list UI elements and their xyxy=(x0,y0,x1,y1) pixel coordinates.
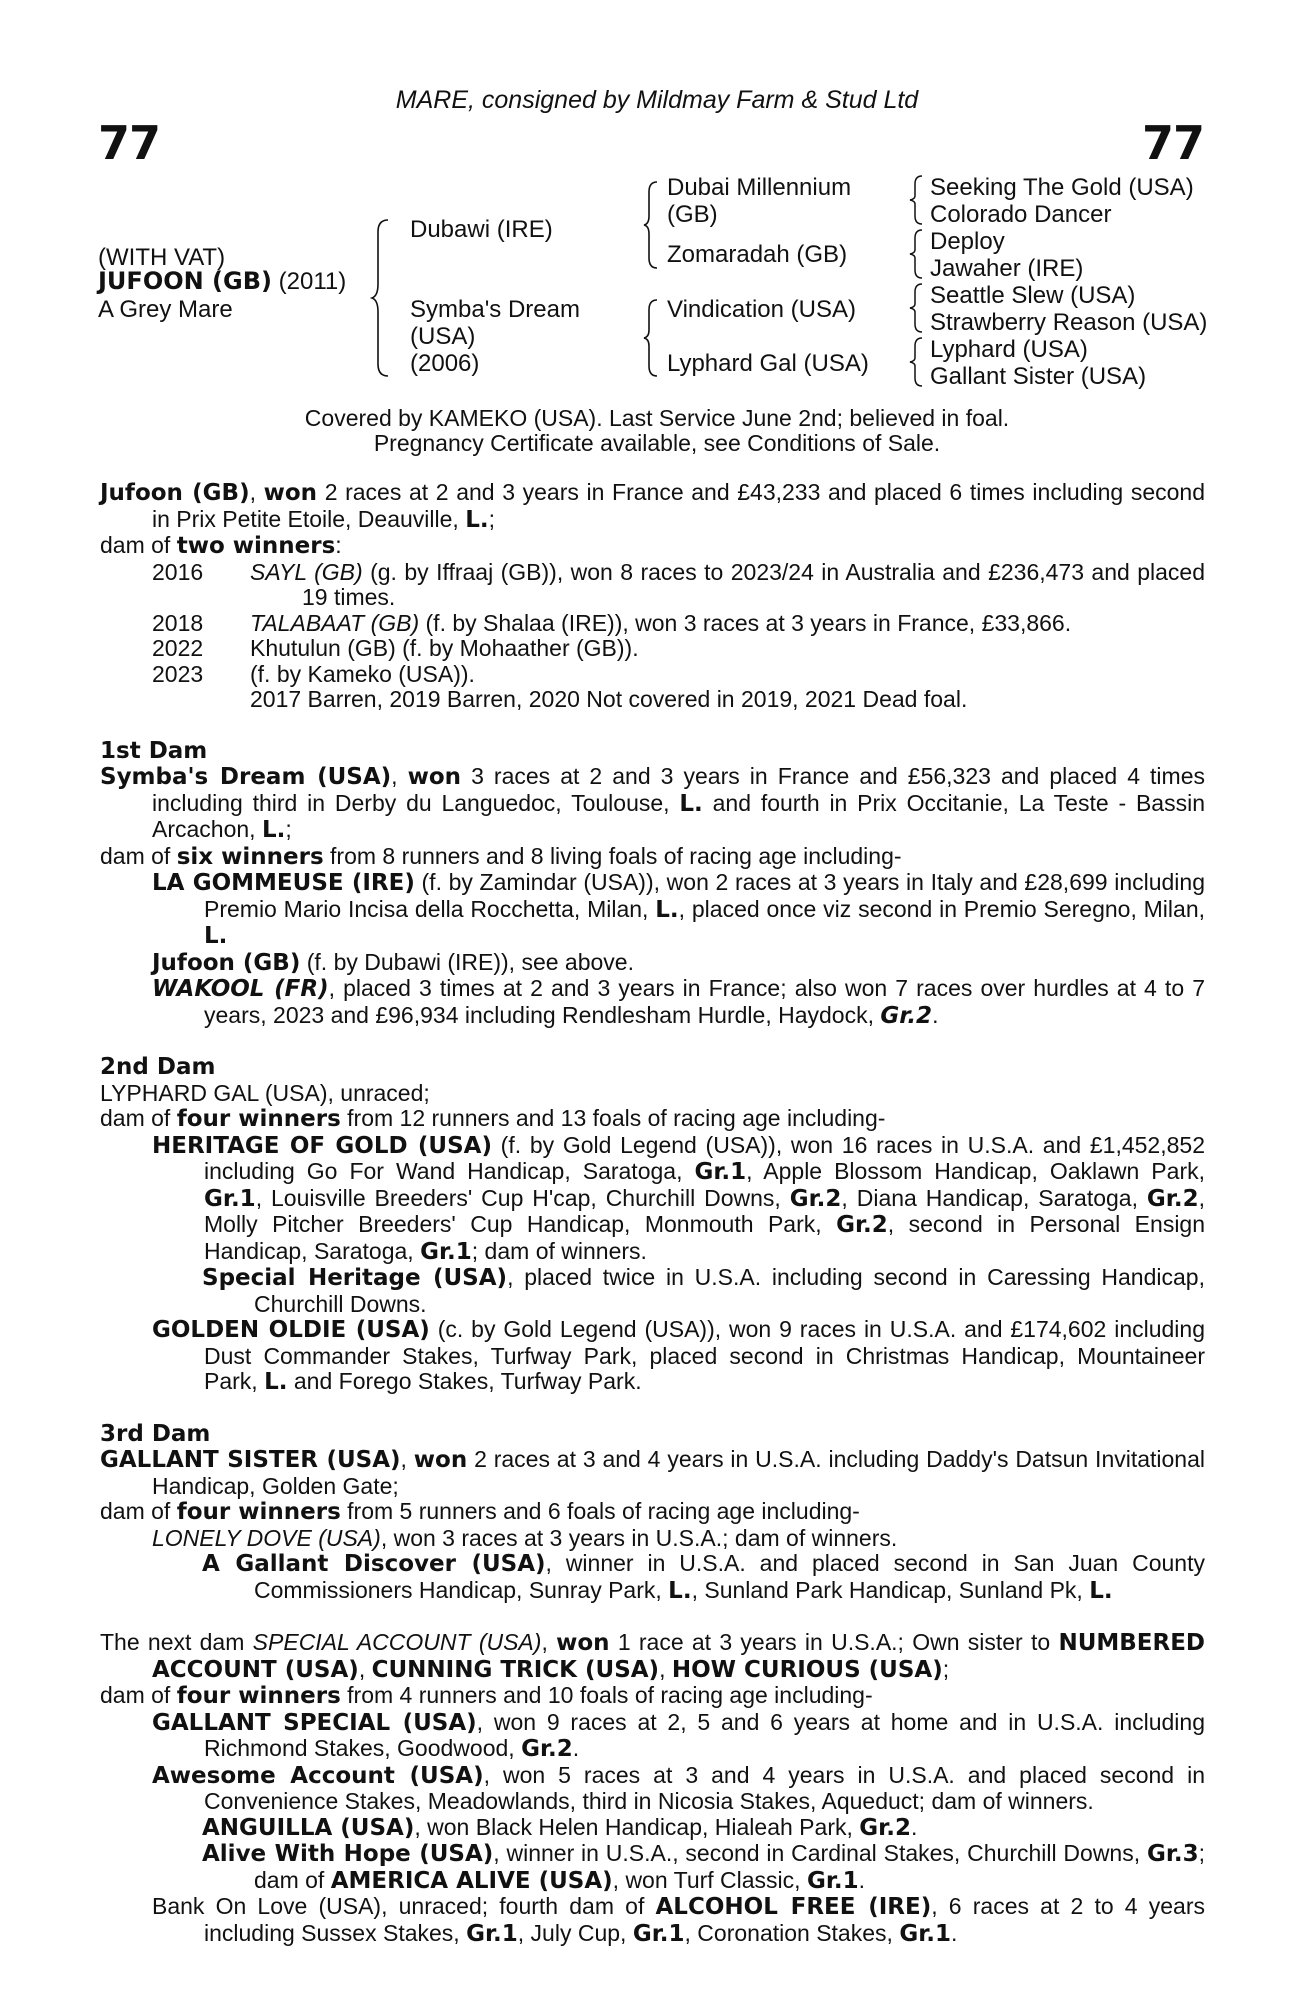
produce-text: , won 9 races at 2, 5 and 6 years at home and in U.S.A. including Richmond Stakes, Goodwood, xyxy=(204,1708,1205,1761)
produce-text: , Louisville Breeders' Cup H'cap, Churchill Downs, xyxy=(255,1184,790,1211)
first-dam-produce-2 xyxy=(100,950,1205,977)
produce-text: Bank On Love (USA), unraced; fourth dam of xyxy=(152,1893,656,1919)
dam-name-line2: (USA) xyxy=(410,323,476,350)
third-dam-grandproduce xyxy=(100,1551,1205,1604)
third-dam-name: GALLANT SISTER (USA) xyxy=(100,1447,401,1473)
produce-end: . xyxy=(910,1813,918,1840)
third-dam-produce-1 xyxy=(100,1526,1205,1552)
produce-text: (f. by Gold Legend (USA)), won 16 races in U.S.A. and £1,452,852 including Go For Wand Handicap, Saratoga, xyxy=(204,1131,1205,1184)
produce-text: , 6 races at 2 to 4 years including Sussex Stakes, xyxy=(204,1893,1205,1946)
third-dam-won: won xyxy=(413,1447,468,1473)
sire-dam: Zomaradah (GB) xyxy=(667,241,848,268)
progeny-row xyxy=(100,611,1205,637)
produce-end: . xyxy=(932,1001,939,1028)
dam-of-pre: dam of xyxy=(100,842,177,869)
produce-text: , Diana Handicap, Saratoga, xyxy=(841,1184,1147,1211)
horse-year: (2011) xyxy=(272,268,347,295)
produce-text: , won Black Helen Handicap, Hialeah Park, xyxy=(414,1813,860,1840)
produce-name: LONELY DOVE (USA) xyxy=(152,1524,381,1551)
dam-of-post: from 5 runners and 6 foals of racing age including- xyxy=(340,1498,860,1524)
progeny-details: (f. by Kameko (USA)). xyxy=(250,660,475,687)
produce-text: , second in Personal Ensign Handicap, Saratoga, xyxy=(204,1211,1206,1264)
group-mark: Gr.2 xyxy=(1146,1185,1199,1212)
produce-end: . xyxy=(951,1919,958,1946)
first-dam-text2: and fourth in Prix Occitanie, La Teste - Bassin Arcachon, xyxy=(152,789,1205,842)
progeny-name: SAYL (GB) xyxy=(250,558,363,585)
next-dam-produce-1 xyxy=(100,1710,1205,1763)
produce-name: GALLANT SPECIAL (USA) xyxy=(152,1709,477,1736)
progeny-row xyxy=(100,560,1205,611)
second-dam-name: LYPHARD GAL (USA), unraced; xyxy=(100,1079,430,1106)
listed-mark: L. xyxy=(261,817,286,843)
jufoon-record: Jufoon (GB), won 2 races at 2 and 3 years in France and £43,233 and placed 6 times including second in Prix Petite Etoile, Deauville, L.; xyxy=(100,479,1205,533)
third-dam-record: GALLANT SISTER (USA), won 2 races at 3 and 4 years in U.S.A. including Daddy's Datsun Invitational Handicap, Golden Gate; xyxy=(100,1446,1206,1499)
ggp-3: Deploy xyxy=(930,228,1005,255)
vat-label: (WITH VAT) xyxy=(98,244,226,271)
progeny-text xyxy=(250,560,1205,611)
produce-name: A Gallant Discover (USA) xyxy=(202,1551,546,1577)
first-dam-produce-1 xyxy=(100,870,1205,950)
next-dam-name: SPECIAL ACCOUNT (USA) xyxy=(252,1629,542,1655)
group-mark: Gr.3 xyxy=(1146,1841,1199,1867)
ggp-8: Gallant Sister (USA) xyxy=(930,363,1147,390)
sep: , xyxy=(358,1655,372,1682)
dam-name-line3: (2006) xyxy=(410,350,480,377)
produce-text: (f. by Zamindar (USA)), won 2 races at 3 years in Italy and £28,699 including Premio Mario Incisa della Rocchetta, Milan, xyxy=(204,869,1206,922)
second-dam-produce-1 xyxy=(100,1133,1205,1266)
dam-of-winners: four winners xyxy=(176,1499,341,1525)
brace-g4 xyxy=(908,336,924,388)
dam-of-winners: two winners xyxy=(176,533,336,559)
produce-text: , Sunland Park Handicap, Sunland Pk, xyxy=(691,1576,1090,1603)
listed-mark: L. xyxy=(679,790,703,817)
first-dam-text1: 3 races at 2 and 3 years in France and £56,323 and placed 4 times including third in Derby du Languedoc, Toulouse, xyxy=(152,763,1205,816)
sep: , xyxy=(659,1655,672,1682)
dam-dam: Lyphard Gal (USA) xyxy=(667,350,869,377)
progeny-details: (g. by Iffraaj (GB)), won 8 races to 2023/24 in Australia and £236,473 and placed 19 times. xyxy=(302,558,1205,610)
group-mark: Gr.1 xyxy=(420,1238,472,1265)
consignor-header: MARE, consigned by Mildmay Farm & Stud Ltd xyxy=(395,86,919,114)
produce-name: GOLDEN OLDIE (USA) xyxy=(152,1317,430,1343)
ggp-6: Strawberry Reason (USA) xyxy=(930,309,1208,336)
ggp-5: Seattle Slew (USA) xyxy=(930,282,1136,309)
produce-name: Jufoon (GB) xyxy=(152,949,301,976)
produce-end: . xyxy=(858,1866,866,1893)
produce-name: Awesome Account (USA) xyxy=(152,1762,484,1789)
next-dam-end: ; xyxy=(942,1655,950,1682)
covered-line2: Pregnancy Certificate available, see Conditions of Sale. xyxy=(373,430,941,456)
progeny-year: 2018 xyxy=(152,609,204,636)
progeny-row xyxy=(100,687,1205,713)
progeny-text xyxy=(250,611,1205,637)
dam-sire: Vindication (USA) xyxy=(667,296,856,323)
next-dam-pre: The next dam xyxy=(100,1629,253,1655)
ggp-2: Colorado Dancer xyxy=(930,201,1112,228)
group-mark: Gr.1 xyxy=(632,1920,685,1947)
group-mark: Gr.1 xyxy=(204,1185,256,1212)
horse-description: A Grey Mare xyxy=(98,296,233,323)
dam-of-winners: four winners xyxy=(176,1683,341,1709)
first-dam-won: won xyxy=(407,764,462,790)
first-dam-dam-of xyxy=(100,844,1205,871)
produce-name: AMERICA ALIVE (USA) xyxy=(330,1867,613,1894)
jufoon-listed: L. xyxy=(465,506,489,533)
progeny-name: TALABAAT (GB) xyxy=(250,609,420,636)
next-dam-produce-3 xyxy=(100,1894,1205,1947)
first-dam-produce-3 xyxy=(100,976,1205,1029)
sibling-name: HOW CURIOUS (USA) xyxy=(671,1656,943,1683)
next-dam-record xyxy=(100,1630,1205,1683)
brace-g3 xyxy=(908,282,924,334)
ggp-1: Seeking The Gold (USA) xyxy=(930,174,1194,201)
next-dam-produce-2 xyxy=(100,1763,1205,1815)
next-dam-won: won xyxy=(556,1630,610,1656)
listed-mark: L. xyxy=(1089,1577,1113,1604)
produce-name: Alive With Hope (USA) xyxy=(202,1841,494,1867)
progeny-year: 2016 xyxy=(152,558,204,585)
group-mark: Gr.1 xyxy=(806,1867,859,1894)
dam-of-post: : xyxy=(335,532,342,558)
second-dam-grandproduce xyxy=(100,1265,1205,1317)
produce-text: (c. by Gold Legend (USA)), won 9 races in U.S.A. and £174,602 including Dust Commander Stakes, Turfway Park, placed second in Christmas Handicap, Mountaineer Park, xyxy=(204,1316,1205,1394)
progeny-row xyxy=(100,662,1205,688)
next-dam-grandproduce-2 xyxy=(100,1841,1205,1894)
dam-of-winners: four winners xyxy=(176,1106,341,1132)
progeny-details: Khutulun (GB) (f. by Mohaather (GB)). xyxy=(250,635,639,661)
second-dam-dam-of xyxy=(100,1106,1205,1133)
dam-of-pre: dam of xyxy=(100,532,177,558)
covered-line1: Covered by KAMEKO (USA). Last Service June 2nd; believed in foal. xyxy=(304,405,1010,431)
group-mark: Gr.2 xyxy=(880,1002,933,1029)
group-mark: Gr.1 xyxy=(466,1920,518,1947)
sire-sire-line1: Dubai Millennium xyxy=(667,174,852,201)
produce-text: , won 5 races at 3 and 4 years in U.S.A. and placed second in Convenience Stakes, Meadowlands, third in Nicosia Stakes, Aqueduct; dam of winners. xyxy=(204,1761,1205,1814)
second-dam-heading: 2nd Dam xyxy=(100,1054,216,1080)
dam-of-post: from 12 runners and 13 foals of racing age including- xyxy=(340,1105,886,1131)
jufoon-text: 2 races at 2 and 3 years in France and £43,233 and placed 6 times including second in Prix Petite Etoile, Deauville, xyxy=(152,479,1205,532)
group-mark: Gr.2 xyxy=(859,1814,911,1841)
third-dam-dam-of xyxy=(100,1499,1205,1526)
produce-text: ; dam of winners. xyxy=(471,1237,647,1264)
first-dam-heading: 1st Dam xyxy=(100,737,208,764)
barren-note: 2017 Barren, 2019 Barren, 2020 Not covered in 2019, 2021 Dead foal. xyxy=(250,686,968,712)
brace-parents xyxy=(370,218,392,378)
group-mark: Gr.1 xyxy=(899,1920,951,1947)
third-dam-heading: 3rd Dam xyxy=(100,1420,211,1447)
produce-name: Special Heritage (USA) xyxy=(202,1265,508,1291)
catalogue-body xyxy=(100,480,1205,1947)
produce-name: ALCOHOL FREE (IRE) xyxy=(655,1894,932,1920)
jufoon-name: Jufoon (GB) xyxy=(100,480,250,506)
sibling-name: NUMBERED ACCOUNT (USA) xyxy=(152,1630,1206,1683)
dam-of-pre: dam of xyxy=(100,1105,177,1131)
sibling-name: CUNNING TRICK (USA) xyxy=(371,1656,660,1683)
produce-text: , placed twice in U.S.A. including second in Caressing Handicap, Churchill Downs. xyxy=(254,1264,1205,1317)
next-dam-dam-of xyxy=(100,1683,1205,1710)
second-dam-produce-2 xyxy=(100,1317,1205,1396)
progeny-year: 2023 xyxy=(152,660,204,687)
ggp-7: Lyphard (USA) xyxy=(930,336,1088,363)
listed-mark: L. xyxy=(204,923,228,949)
lot-number-left: 77 xyxy=(98,116,161,170)
listed-mark: L. xyxy=(655,896,679,923)
group-mark: Gr.1 xyxy=(694,1159,747,1185)
sire-sire-line2: (GB) xyxy=(667,201,718,228)
produce-text: , Molly Pitcher Breeders' Cup Handicap, Monmouth Park, xyxy=(204,1184,1205,1237)
brace-sire xyxy=(642,180,660,270)
lot-number-right: 77 xyxy=(1141,116,1204,170)
produce-name: LA GOMMEUSE (IRE) xyxy=(152,870,415,896)
sire-name: Dubawi (IRE) xyxy=(410,216,553,243)
produce-end: . xyxy=(572,1735,580,1761)
next-dam-grandproduce-1 xyxy=(100,1815,1205,1842)
next-dam-text: 1 race at 3 years in U.S.A.; Own sister to xyxy=(609,1629,1059,1655)
produce-text: (f. by Dubawi (IRE)), see above. xyxy=(300,948,634,975)
listed-mark: L. xyxy=(264,1369,288,1395)
produce-text2: , placed once viz second in Premio Seregno, Milan, xyxy=(678,895,1205,922)
dam-of-winners: six winners xyxy=(176,843,324,870)
produce-name: HERITAGE OF GOLD (USA) xyxy=(152,1132,492,1159)
first-dam-name: Symba's Dream (USA) xyxy=(100,764,392,790)
jufoon-won: won xyxy=(263,480,318,506)
listed-mark: L. xyxy=(668,1577,692,1604)
dam-of-pre: dam of xyxy=(100,1498,177,1524)
dam-of-pre: dam of xyxy=(100,1682,177,1708)
produce-text: , winner in U.S.A., second in Cardinal Stakes, Churchill Downs, xyxy=(493,1840,1147,1866)
produce-text: , winner in U.S.A. and placed second in San Juan County Commissioners Handicap, Sunray Park, xyxy=(254,1550,1205,1603)
horse-name: JUFOON (GB) xyxy=(98,267,272,295)
group-mark: Gr.2 xyxy=(789,1185,842,1212)
brace-g2 xyxy=(908,228,924,280)
sep: , xyxy=(541,1629,557,1655)
progeny-year: 2022 xyxy=(152,635,204,661)
dam-of-post: from 8 runners and 8 living foals of racing age including- xyxy=(323,842,902,869)
first-dam-record: Symba's Dream (USA), won 3 races at 2 and 3 years in France and £56,323 and placed 4 times including third in Derby du Languedoc, Toulouse, L. and fourth in Prix Occitanie, La Teste - Bassin Arcachon, L.; xyxy=(100,763,1205,843)
brace-dam xyxy=(642,298,660,378)
dam-name-line1: Symba's Dream xyxy=(410,296,580,323)
first-dam-end: ; xyxy=(285,816,292,842)
group-mark: Gr.2 xyxy=(521,1736,573,1762)
produce-text: , won 3 races at 3 years in U.S.A.; dam of winners. xyxy=(380,1524,898,1551)
produce-name: WAKOOL (FR) xyxy=(152,976,329,1002)
progeny-year xyxy=(100,687,250,713)
produce-name: ANGUILLA (USA) xyxy=(202,1814,415,1841)
group-mark: Gr.2 xyxy=(836,1212,888,1238)
jufoon-dam-of xyxy=(100,533,1205,560)
produce-text: , won Turf Classic, xyxy=(612,1866,807,1893)
produce-text: , July Cup, xyxy=(517,1919,633,1946)
third-dam-text: 2 races at 3 and 4 years in U.S.A. including Daddy's Datsun Invitational Handicap, Golden Gate; xyxy=(152,1446,1206,1499)
produce-text: , placed 3 times at 2 and 3 years in France; also won 7 races over hurdles at 4 to 7 years, 2023 and £96,934 including Rendlesham Hurdle, Haydock, xyxy=(204,975,1205,1028)
produce-text: ; dam of xyxy=(254,1840,1206,1893)
progeny-row xyxy=(100,636,1205,662)
produce-text: , Coronation Stakes, xyxy=(684,1919,900,1946)
brace-g1 xyxy=(908,174,924,226)
dam-of-post: from 4 runners and 10 foals of racing age including- xyxy=(340,1682,873,1708)
horse-title xyxy=(98,268,346,295)
progeny-details: (f. by Shalaa (IRE)), won 3 races at 3 years in France, £33,866. xyxy=(419,609,1072,636)
produce-text: , Apple Blossom Handicap, Oaklawn Park, xyxy=(746,1158,1205,1184)
ggp-4: Jawaher (IRE) xyxy=(930,255,1084,282)
produce-text: and Forego Stakes, Turfway Park. xyxy=(287,1368,642,1394)
jufoon-end: ; xyxy=(488,505,495,532)
